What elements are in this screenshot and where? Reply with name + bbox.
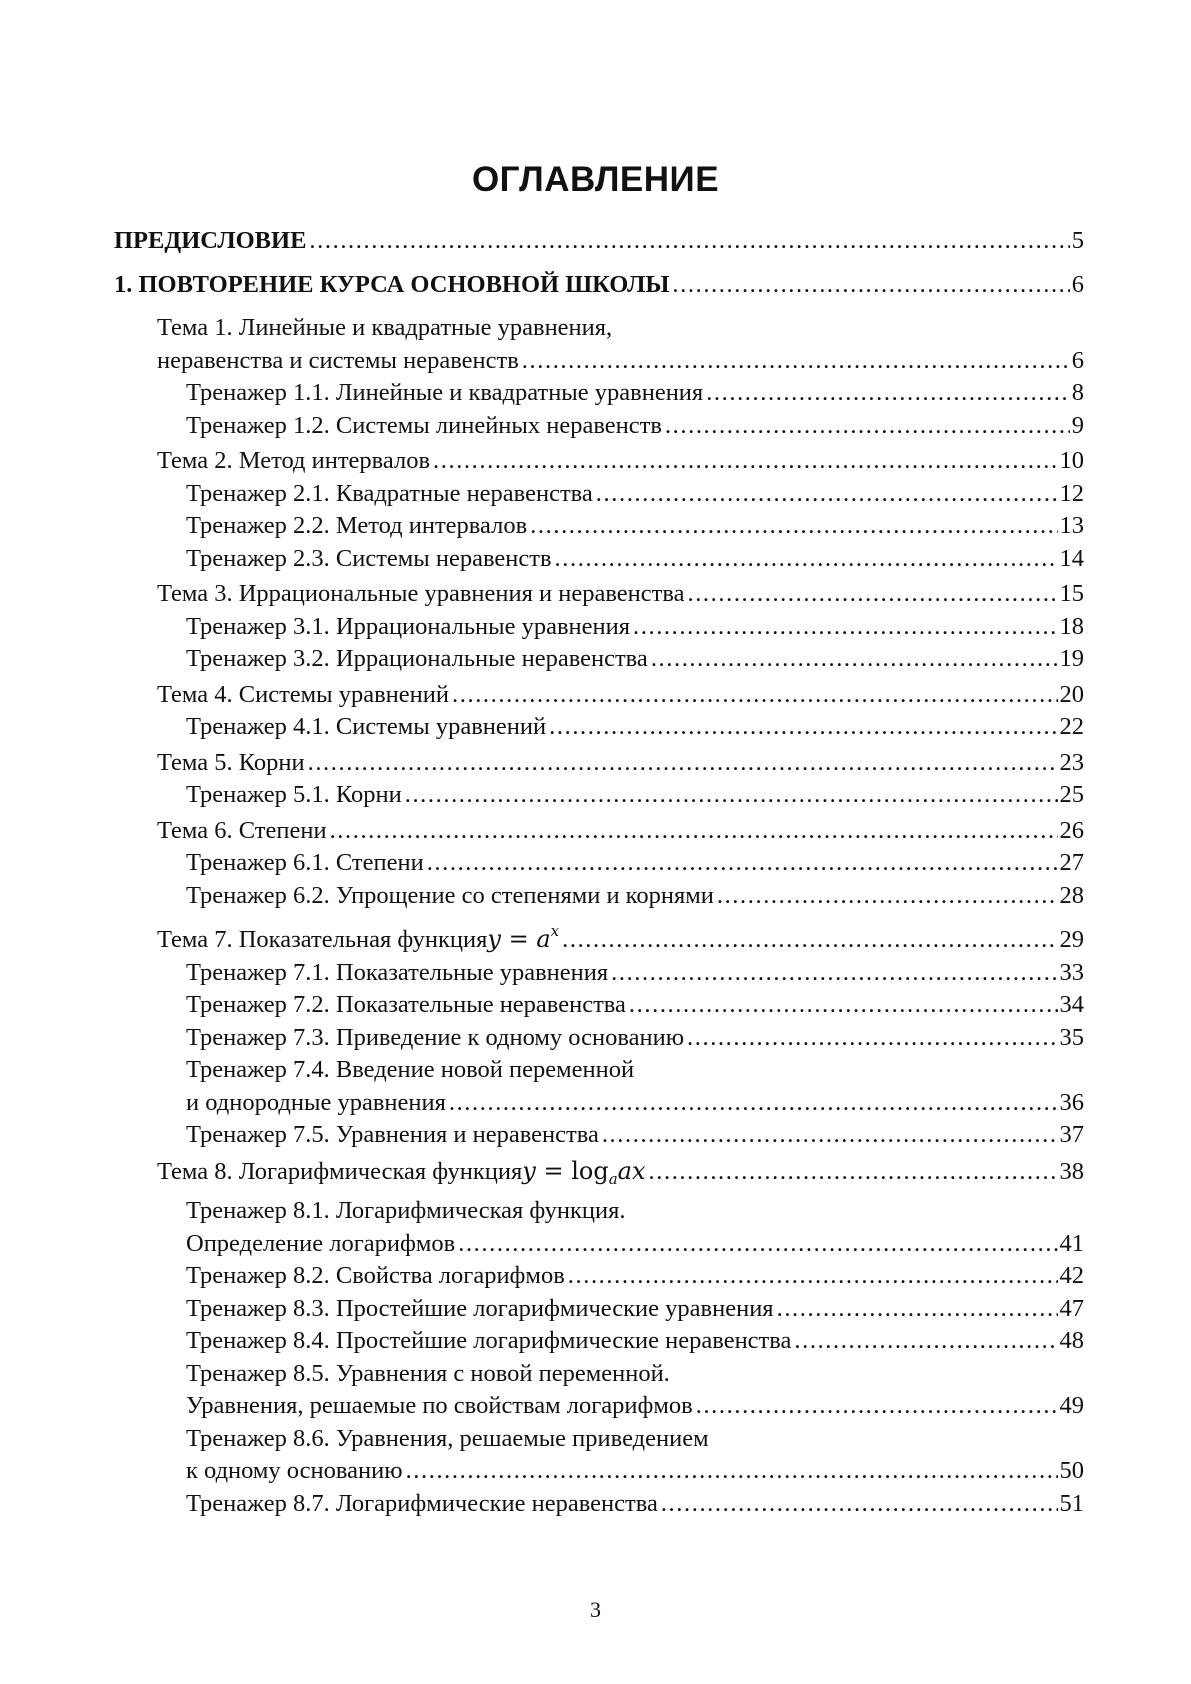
toc-trainer[interactable] [114, 478, 1084, 511]
toc-entry-title: Тренажер 8.4. Простейшие логарифмические неравенства [186, 1327, 792, 1354]
toc-entry-title: Тренажер 2.3. Системы неравенств [186, 544, 552, 572]
toc-entry-title: Тренажер 5.1. Корни [186, 781, 402, 808]
dot-leader [308, 747, 1058, 780]
toc-entry-title: Тренажер 7.3. Приведение к одному основанию [186, 1023, 685, 1051]
toc-page-number: 50 [1059, 1457, 1084, 1484]
toc-trainer[interactable] [114, 1260, 1084, 1293]
dot-leader [651, 643, 1058, 676]
toc-page-number: 6 [1071, 346, 1084, 374]
dot-leader [696, 1390, 1058, 1423]
toc-entry-title: Тренажер 6.1. Степени [186, 849, 424, 876]
toc-page-number: 22 [1059, 713, 1084, 740]
toc-page-number: 38 [1059, 1157, 1084, 1185]
toc-trainer[interactable] [114, 410, 1084, 443]
toc-formula [487, 915, 559, 956]
toc-entry-title: к одному основанию [186, 1457, 403, 1484]
toc-entry-title: Тренажер 7.4. Введение новой переменной [186, 1056, 635, 1083]
toc-page-number: 25 [1059, 781, 1084, 808]
toc-entry-title: Тема 7. Показательная функция [157, 926, 488, 953]
toc-topic[interactable] [114, 445, 1084, 478]
formula-eq: = [535, 1156, 572, 1185]
toc-trainer[interactable] [114, 1119, 1084, 1152]
dot-leader [555, 543, 1058, 576]
dot-leader [427, 847, 1058, 880]
toc-page-number: 47 [1059, 1294, 1084, 1322]
toc-page-number: 35 [1059, 1023, 1084, 1051]
dot-leader [549, 711, 1057, 744]
toc-entry-title: Тренажер 8.1. Логарифмическая функция. [186, 1197, 626, 1224]
dot-leader [568, 1260, 1058, 1293]
toc-entry-title: ПРЕДИСЛОВИЕ [114, 227, 307, 254]
dot-leader [672, 269, 1069, 302]
toc-formula [522, 1155, 645, 1196]
dot-leader [596, 478, 1058, 511]
toc-page-number: 26 [1059, 816, 1084, 844]
toc-entry-title: Тренажер 2.2. Метод интервалов [186, 512, 528, 539]
toc-entry-title: Тренажер 7.1. Показательные уравнения [186, 958, 609, 986]
toc-page-number: 9 [1071, 411, 1084, 439]
toc-page-number: 29 [1059, 926, 1084, 953]
toc-trainer[interactable] [114, 880, 1084, 913]
toc-page-number: 14 [1059, 544, 1084, 572]
toc-trainer[interactable] [114, 1325, 1084, 1358]
toc-trainer[interactable] [114, 510, 1084, 543]
toc-topic[interactable] [114, 815, 1084, 848]
formula-eq: = [500, 925, 537, 953]
toc-trainer[interactable] [114, 711, 1084, 744]
toc-entry-title: Определение логарифмов [186, 1229, 456, 1257]
toc-page-number: 23 [1059, 748, 1084, 776]
dot-leader [687, 578, 1057, 611]
toc-topic[interactable] [114, 312, 1084, 377]
toc-trainer[interactable] [114, 543, 1084, 576]
dot-leader [522, 345, 1070, 378]
toc-page-number: 12 [1059, 479, 1084, 507]
dot-leader [309, 225, 1069, 258]
toc-entry-title: и однородные уравнения [186, 1088, 446, 1116]
toc-trainer[interactable] [114, 1423, 1084, 1488]
toc-entry-title: Тренажер 8.2. Свойства логарифмов [186, 1262, 565, 1289]
dot-leader [777, 1293, 1058, 1326]
formula-lhs: y [522, 1156, 536, 1185]
formula-base: a [536, 925, 551, 953]
toc-entry-title: Тренажер 8.3. Простейшие логарифмические уравнения [186, 1294, 774, 1322]
dot-leader [633, 611, 1057, 644]
toc-trainer[interactable] [114, 611, 1084, 644]
formula-arg: ax [617, 1156, 646, 1185]
formula-fn: log [571, 1156, 609, 1185]
dot-leader [562, 924, 1057, 957]
dot-leader [449, 1087, 1058, 1120]
toc-trainer[interactable] [114, 1022, 1084, 1055]
toc-page-number: 20 [1059, 680, 1084, 708]
toc-topic[interactable] [114, 1155, 1084, 1196]
toc-entry-title: Тема 5. Корни [157, 748, 305, 776]
dot-leader [665, 410, 1070, 443]
toc-trainer[interactable] [114, 957, 1084, 990]
toc-trainer[interactable] [114, 1195, 1084, 1260]
toc-entry-title: Тренажер 6.2. Упрощение со степенями и корнями [186, 881, 714, 909]
toc-entry-title: Тренажер 8.7. Логарифмические неравенства [186, 1489, 658, 1517]
toc-entry-title: Тренажер 7.5. Уравнения и неравенства [186, 1121, 599, 1148]
toc-chapter[interactable] [114, 269, 1084, 302]
formula-lhs: y [487, 925, 501, 953]
dot-leader [452, 679, 1057, 712]
toc-entry-title: 1. ПОВТОРЕНИЕ КУРСА ОСНОВНОЙ ШКОЛЫ [114, 270, 670, 298]
toc-page-number: 10 [1059, 447, 1084, 474]
dot-leader [458, 1228, 1057, 1261]
toc-page-number: 37 [1059, 1121, 1084, 1148]
page-number: 3 [590, 1597, 601, 1622]
toc-entry-title: Тренажер 4.1. Системы уравнений [186, 713, 547, 740]
toc-trainer[interactable] [114, 989, 1084, 1022]
page-title: ОГЛАВЛЕНИЕ [471, 160, 720, 199]
toc-page-number: 13 [1059, 512, 1084, 539]
toc-topic[interactable] [114, 747, 1084, 780]
toc-entry-title: Тренажер 7.2. Показательные неравенства [186, 991, 626, 1018]
toc-entry-title: Тема 6. Степени [157, 816, 327, 844]
toc-page-number: 27 [1059, 849, 1084, 876]
toc-page-number: 19 [1059, 645, 1084, 672]
toc-entry-title: Тренажер 8.6. Уравнения, решаемые приведением [186, 1424, 709, 1452]
toc-page-number: 6 [1071, 270, 1084, 298]
toc-trainer[interactable] [114, 1293, 1084, 1326]
toc-entry-title: Тренажер 1.2. Системы линейных неравенств [186, 411, 662, 439]
toc-entry-title: Тема 4. Системы уравнений [157, 680, 450, 708]
dot-leader [794, 1325, 1057, 1358]
toc-entry-title: Тренажер 3.1. Иррациональные уравнения [186, 612, 631, 640]
toc-trainer[interactable] [114, 643, 1084, 676]
toc-page-number: 8 [1071, 379, 1084, 406]
toc-page-number: 18 [1059, 612, 1084, 640]
toc-entry-title: Тренажер 3.2. Иррациональные неравенства [186, 645, 648, 672]
toc-page-number: 49 [1059, 1392, 1084, 1419]
toc-page-number: 5 [1071, 227, 1084, 254]
toc-topic[interactable] [114, 679, 1084, 712]
toc-entry-title: Тема 3. Иррациональные уравнения и неравенства [157, 580, 685, 607]
toc-trainer[interactable] [114, 1054, 1084, 1119]
dot-leader [433, 445, 1057, 478]
dot-leader [661, 1488, 1058, 1521]
toc-chapter[interactable] [114, 225, 1084, 258]
toc-topic[interactable] [114, 915, 1084, 957]
toc-entry-title: неравенства и системы неравенств [157, 346, 519, 374]
dot-leader [687, 1022, 1057, 1055]
dot-leader [530, 510, 1057, 543]
dot-leader [405, 779, 1058, 812]
toc-entry-title: Тема 2. Метод интервалов [157, 447, 431, 474]
toc-page-number: 51 [1059, 1489, 1084, 1517]
dot-leader [611, 957, 1057, 990]
toc-trainer[interactable] [114, 847, 1084, 880]
toc-page-number: 34 [1059, 991, 1084, 1018]
toc-trainer[interactable] [114, 377, 1084, 410]
formula-base: a [608, 1169, 618, 1188]
toc-page-number: 33 [1059, 958, 1084, 986]
dot-leader [330, 815, 1058, 848]
dot-leader [602, 1119, 1058, 1152]
toc-topic[interactable] [114, 578, 1084, 611]
toc-page-number: 48 [1059, 1327, 1084, 1354]
toc-trainer[interactable] [114, 779, 1084, 812]
dot-leader [717, 880, 1058, 913]
toc-entry-title: Уравнения, решаемые по свойствам логарифмов [186, 1392, 693, 1419]
toc-page-number: 15 [1059, 580, 1084, 607]
toc-page-number: 42 [1059, 1262, 1084, 1289]
dot-leader [649, 1156, 1058, 1189]
formula-exponent: x [550, 922, 560, 940]
toc-trainer[interactable] [114, 1488, 1084, 1521]
toc-entry-title: Тренажер 1.1. Линейные и квадратные уравнения [186, 379, 704, 406]
toc-trainer[interactable] [114, 1358, 1084, 1423]
toc-page-number: 36 [1059, 1088, 1084, 1116]
toc-entry-title: Тема 1. Линейные и квадратные уравнения, [157, 314, 613, 341]
toc-page-number: 41 [1059, 1229, 1084, 1257]
table-of-contents [114, 225, 1084, 1520]
toc-entry-title: Тренажер 2.1. Квадратные неравенства [186, 479, 593, 507]
dot-leader [706, 377, 1070, 410]
toc-page-number: 28 [1059, 881, 1084, 909]
toc-entry-title: Тренажер 8.5. Уравнения с новой переменной. [186, 1359, 670, 1387]
dot-leader [406, 1455, 1058, 1488]
toc-entry-title: Тема 8. Логарифмическая функция [157, 1157, 523, 1185]
dot-leader [629, 989, 1058, 1022]
